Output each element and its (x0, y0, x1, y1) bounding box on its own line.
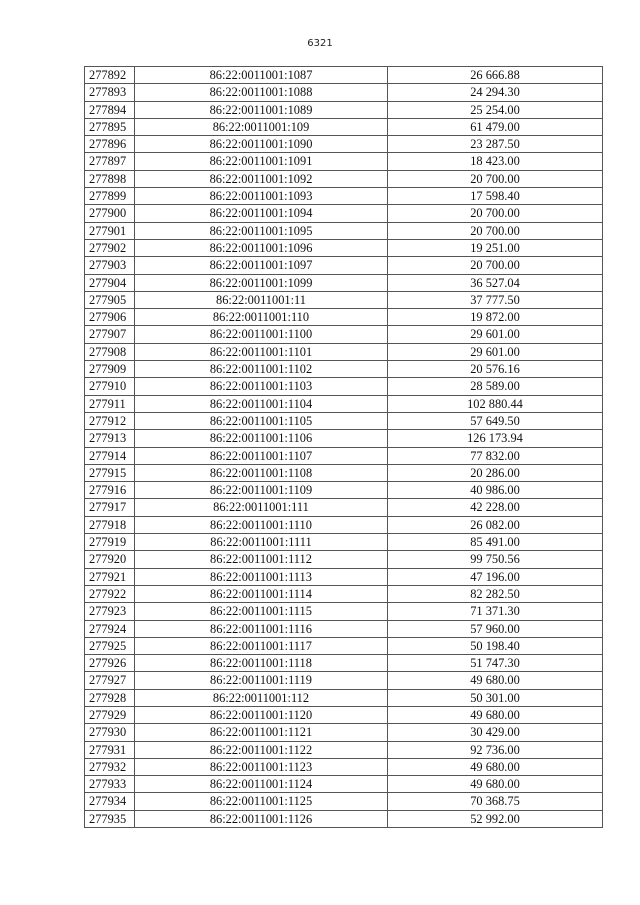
row-number-cell: 277901 (85, 222, 135, 239)
cadastral-value-cell: 19 872.00 (388, 309, 603, 326)
cadastral-number-cell: 86:22:0011001:1122 (135, 741, 388, 758)
cadastral-number-cell: 86:22:0011001:1125 (135, 793, 388, 810)
cadastral-value-cell: 57 960.00 (388, 620, 603, 637)
table-row (85, 153, 603, 170)
table-row (85, 655, 603, 672)
cadastral-number-cell: 86:22:0011001:1116 (135, 620, 388, 637)
cadastral-number-cell: 86:22:0011001:1124 (135, 776, 388, 793)
cadastral-number-cell: 86:22:0011001:1123 (135, 758, 388, 775)
table-row (85, 568, 603, 585)
cadastral-value-cell: 77 832.00 (388, 447, 603, 464)
cadastral-number-cell: 86:22:0011001:1121 (135, 724, 388, 741)
cadastral-value-cell: 18 423.00 (388, 153, 603, 170)
cadastral-value-cell: 17 598.40 (388, 188, 603, 205)
cadastral-number-cell: 86:22:0011001:1088 (135, 84, 388, 101)
cadastral-number-cell: 86:22:0011001:1095 (135, 222, 388, 239)
table-row (85, 637, 603, 654)
row-number-cell: 277929 (85, 706, 135, 723)
row-number-cell: 277910 (85, 378, 135, 395)
table-row (85, 378, 603, 395)
cadastral-number-cell: 86:22:0011001:1113 (135, 568, 388, 585)
table-row (85, 620, 603, 637)
table-row (85, 101, 603, 118)
cadastral-value-cell: 20 700.00 (388, 205, 603, 222)
row-number-cell: 277926 (85, 655, 135, 672)
row-number-cell: 277903 (85, 257, 135, 274)
table-row (85, 551, 603, 568)
cadastral-value-cell: 36 527.04 (388, 274, 603, 291)
cadastral-number-cell: 86:22:0011001:1104 (135, 395, 388, 412)
row-number-cell: 277933 (85, 776, 135, 793)
table-row (85, 482, 603, 499)
row-number-cell: 277912 (85, 412, 135, 429)
table-row (85, 776, 603, 793)
table-row (85, 741, 603, 758)
table-row (85, 516, 603, 533)
table-row (85, 326, 603, 343)
table-row (85, 534, 603, 551)
cadastral-number-cell: 86:22:0011001:1099 (135, 274, 388, 291)
cadastral-value-cell: 51 747.30 (388, 655, 603, 672)
row-number-cell: 277911 (85, 395, 135, 412)
cadastral-number-cell: 86:22:0011001:1094 (135, 205, 388, 222)
table-row (85, 758, 603, 775)
cadastral-value-cell: 26 082.00 (388, 516, 603, 533)
cadastral-value-cell: 20 700.00 (388, 257, 603, 274)
table-row (85, 309, 603, 326)
row-number-cell: 277902 (85, 239, 135, 256)
table-row (85, 257, 603, 274)
row-number-cell: 277918 (85, 516, 135, 533)
cadastral-value-cell: 70 368.75 (388, 793, 603, 810)
row-number-cell: 277913 (85, 430, 135, 447)
cadastral-value-cell: 29 601.00 (388, 343, 603, 360)
cadastral-number-cell: 86:22:0011001:1096 (135, 239, 388, 256)
cadastral-value-cell: 49 680.00 (388, 776, 603, 793)
cadastral-number-cell: 86:22:0011001:1120 (135, 706, 388, 723)
row-number-cell: 277895 (85, 118, 135, 135)
cadastral-value-cell: 24 294.30 (388, 84, 603, 101)
cadastral-value-cell: 20 700.00 (388, 170, 603, 187)
cadastral-value-cell: 42 228.00 (388, 499, 603, 516)
cadastral-value-cell: 19 251.00 (388, 239, 603, 256)
cadastral-value-cell: 50 198.40 (388, 637, 603, 654)
row-number-cell: 277894 (85, 101, 135, 118)
cadastral-value-cell: 20 576.16 (388, 361, 603, 378)
row-number-cell: 277900 (85, 205, 135, 222)
cadastral-number-cell: 86:22:0011001:1117 (135, 637, 388, 654)
table-row (85, 67, 603, 84)
cadastral-value-cell: 102 880.44 (388, 395, 603, 412)
cadastral-value-cell: 85 491.00 (388, 534, 603, 551)
cadastral-number-cell: 86:22:0011001:1106 (135, 430, 388, 447)
row-number-cell: 277908 (85, 343, 135, 360)
row-number-cell: 277905 (85, 291, 135, 308)
row-number-cell: 277914 (85, 447, 135, 464)
row-number-cell: 277924 (85, 620, 135, 637)
row-number-cell: 277932 (85, 758, 135, 775)
cadastral-number-cell: 86:22:0011001:1108 (135, 464, 388, 481)
cadastral-value-cell: 23 287.50 (388, 136, 603, 153)
cadastral-number-cell: 86:22:0011001:112 (135, 689, 388, 706)
cadastral-value-cell: 49 680.00 (388, 706, 603, 723)
row-number-cell: 277892 (85, 67, 135, 84)
row-number-cell: 277898 (85, 170, 135, 187)
cadastral-number-cell: 86:22:0011001:111 (135, 499, 388, 516)
cadastral-number-cell: 86:22:0011001:1093 (135, 188, 388, 205)
cadastral-number-cell: 86:22:0011001:1107 (135, 447, 388, 464)
row-number-cell: 277896 (85, 136, 135, 153)
cadastral-number-cell: 86:22:0011001:1109 (135, 482, 388, 499)
cadastral-value-cell: 47 196.00 (388, 568, 603, 585)
cadastral-number-cell: 86:22:0011001:110 (135, 309, 388, 326)
row-number-cell: 277907 (85, 326, 135, 343)
row-number-cell: 277923 (85, 603, 135, 620)
row-number-cell: 277934 (85, 793, 135, 810)
cadastral-number-cell: 86:22:0011001:1119 (135, 672, 388, 689)
table-row (85, 84, 603, 101)
cadastral-number-cell: 86:22:0011001:11 (135, 291, 388, 308)
cadastral-value-cell: 49 680.00 (388, 672, 603, 689)
cadastral-value-cell: 92 736.00 (388, 741, 603, 758)
cadastral-value-cell: 71 371.30 (388, 603, 603, 620)
cadastral-value-cell: 52 992.00 (388, 810, 603, 827)
cadastral-value-cell: 26 666.88 (388, 67, 603, 84)
cadastral-number-cell: 86:22:0011001:1111 (135, 534, 388, 551)
table-row (85, 464, 603, 481)
table-row (85, 170, 603, 187)
row-number-cell: 277922 (85, 585, 135, 602)
cadastral-value-cell: 57 649.50 (388, 412, 603, 429)
cadastral-value-cell: 50 301.00 (388, 689, 603, 706)
cadastral-number-cell: 86:22:0011001:109 (135, 118, 388, 135)
cadastral-value-cell: 99 750.56 (388, 551, 603, 568)
row-number-cell: 277909 (85, 361, 135, 378)
cadastral-value-cell: 61 479.00 (388, 118, 603, 135)
row-number-cell: 277919 (85, 534, 135, 551)
cadastral-number-cell: 86:22:0011001:1114 (135, 585, 388, 602)
row-number-cell: 277904 (85, 274, 135, 291)
table-row (85, 222, 603, 239)
cadastral-number-cell: 86:22:0011001:1126 (135, 810, 388, 827)
row-number-cell: 277917 (85, 499, 135, 516)
table-row (85, 274, 603, 291)
cadastral-number-cell: 86:22:0011001:1091 (135, 153, 388, 170)
cadastral-number-cell: 86:22:0011001:1102 (135, 361, 388, 378)
cadastral-value-cell: 20 286.00 (388, 464, 603, 481)
cadastral-value-cell: 20 700.00 (388, 222, 603, 239)
cadastral-number-cell: 86:22:0011001:1105 (135, 412, 388, 429)
cadastral-number-cell: 86:22:0011001:1115 (135, 603, 388, 620)
table-body (85, 67, 603, 828)
table-row (85, 361, 603, 378)
cadastral-number-cell: 86:22:0011001:1089 (135, 101, 388, 118)
cadastral-number-cell: 86:22:0011001:1118 (135, 655, 388, 672)
cadastral-value-cell: 29 601.00 (388, 326, 603, 343)
row-number-cell: 277930 (85, 724, 135, 741)
table-row (85, 395, 603, 412)
cadastral-number-cell: 86:22:0011001:1101 (135, 343, 388, 360)
row-number-cell: 277925 (85, 637, 135, 654)
row-number-cell: 277935 (85, 810, 135, 827)
row-number-cell: 277921 (85, 568, 135, 585)
row-number-cell: 277916 (85, 482, 135, 499)
table-row (85, 136, 603, 153)
cadastral-value-cell: 28 589.00 (388, 378, 603, 395)
cadastral-value-cell: 37 777.50 (388, 291, 603, 308)
row-number-cell: 277899 (85, 188, 135, 205)
row-number-cell: 277931 (85, 741, 135, 758)
table-row (85, 188, 603, 205)
row-number-cell: 277927 (85, 672, 135, 689)
row-number-cell: 277920 (85, 551, 135, 568)
table-row (85, 603, 603, 620)
table-row (85, 412, 603, 429)
cadastral-number-cell: 86:22:0011001:1087 (135, 67, 388, 84)
row-number-cell: 277906 (85, 309, 135, 326)
table-row (85, 447, 603, 464)
table-row (85, 585, 603, 602)
row-number-cell: 277928 (85, 689, 135, 706)
table-row (85, 430, 603, 447)
cadastral-number-cell: 86:22:0011001:1112 (135, 551, 388, 568)
table-row (85, 118, 603, 135)
cadastral-value-cell: 82 282.50 (388, 585, 603, 602)
row-number-cell: 277893 (85, 84, 135, 101)
table-row (85, 689, 603, 706)
table-row (85, 291, 603, 308)
table-row (85, 205, 603, 222)
table-row (85, 810, 603, 827)
cadastral-value-cell: 30 429.00 (388, 724, 603, 741)
table-row (85, 343, 603, 360)
row-number-cell: 277915 (85, 464, 135, 481)
cadastral-value-cell: 40 986.00 (388, 482, 603, 499)
row-number-cell: 277897 (85, 153, 135, 170)
cadastral-value-cell: 49 680.00 (388, 758, 603, 775)
cadastral-number-cell: 86:22:0011001:1097 (135, 257, 388, 274)
table-row (85, 793, 603, 810)
cadastral-value-cell: 126 173.94 (388, 430, 603, 447)
table-row (85, 672, 603, 689)
cadastral-number-cell: 86:22:0011001:1110 (135, 516, 388, 533)
cadastral-number-cell: 86:22:0011001:1103 (135, 378, 388, 395)
table-row (85, 724, 603, 741)
table-row (85, 706, 603, 723)
table-row (85, 239, 603, 256)
cadastral-number-cell: 86:22:0011001:1100 (135, 326, 388, 343)
table-row (85, 499, 603, 516)
cadastral-value-table (84, 66, 603, 828)
cadastral-value-cell: 25 254.00 (388, 101, 603, 118)
cadastral-number-cell: 86:22:0011001:1092 (135, 170, 388, 187)
cadastral-number-cell: 86:22:0011001:1090 (135, 136, 388, 153)
page-number: 6321 (307, 38, 333, 49)
